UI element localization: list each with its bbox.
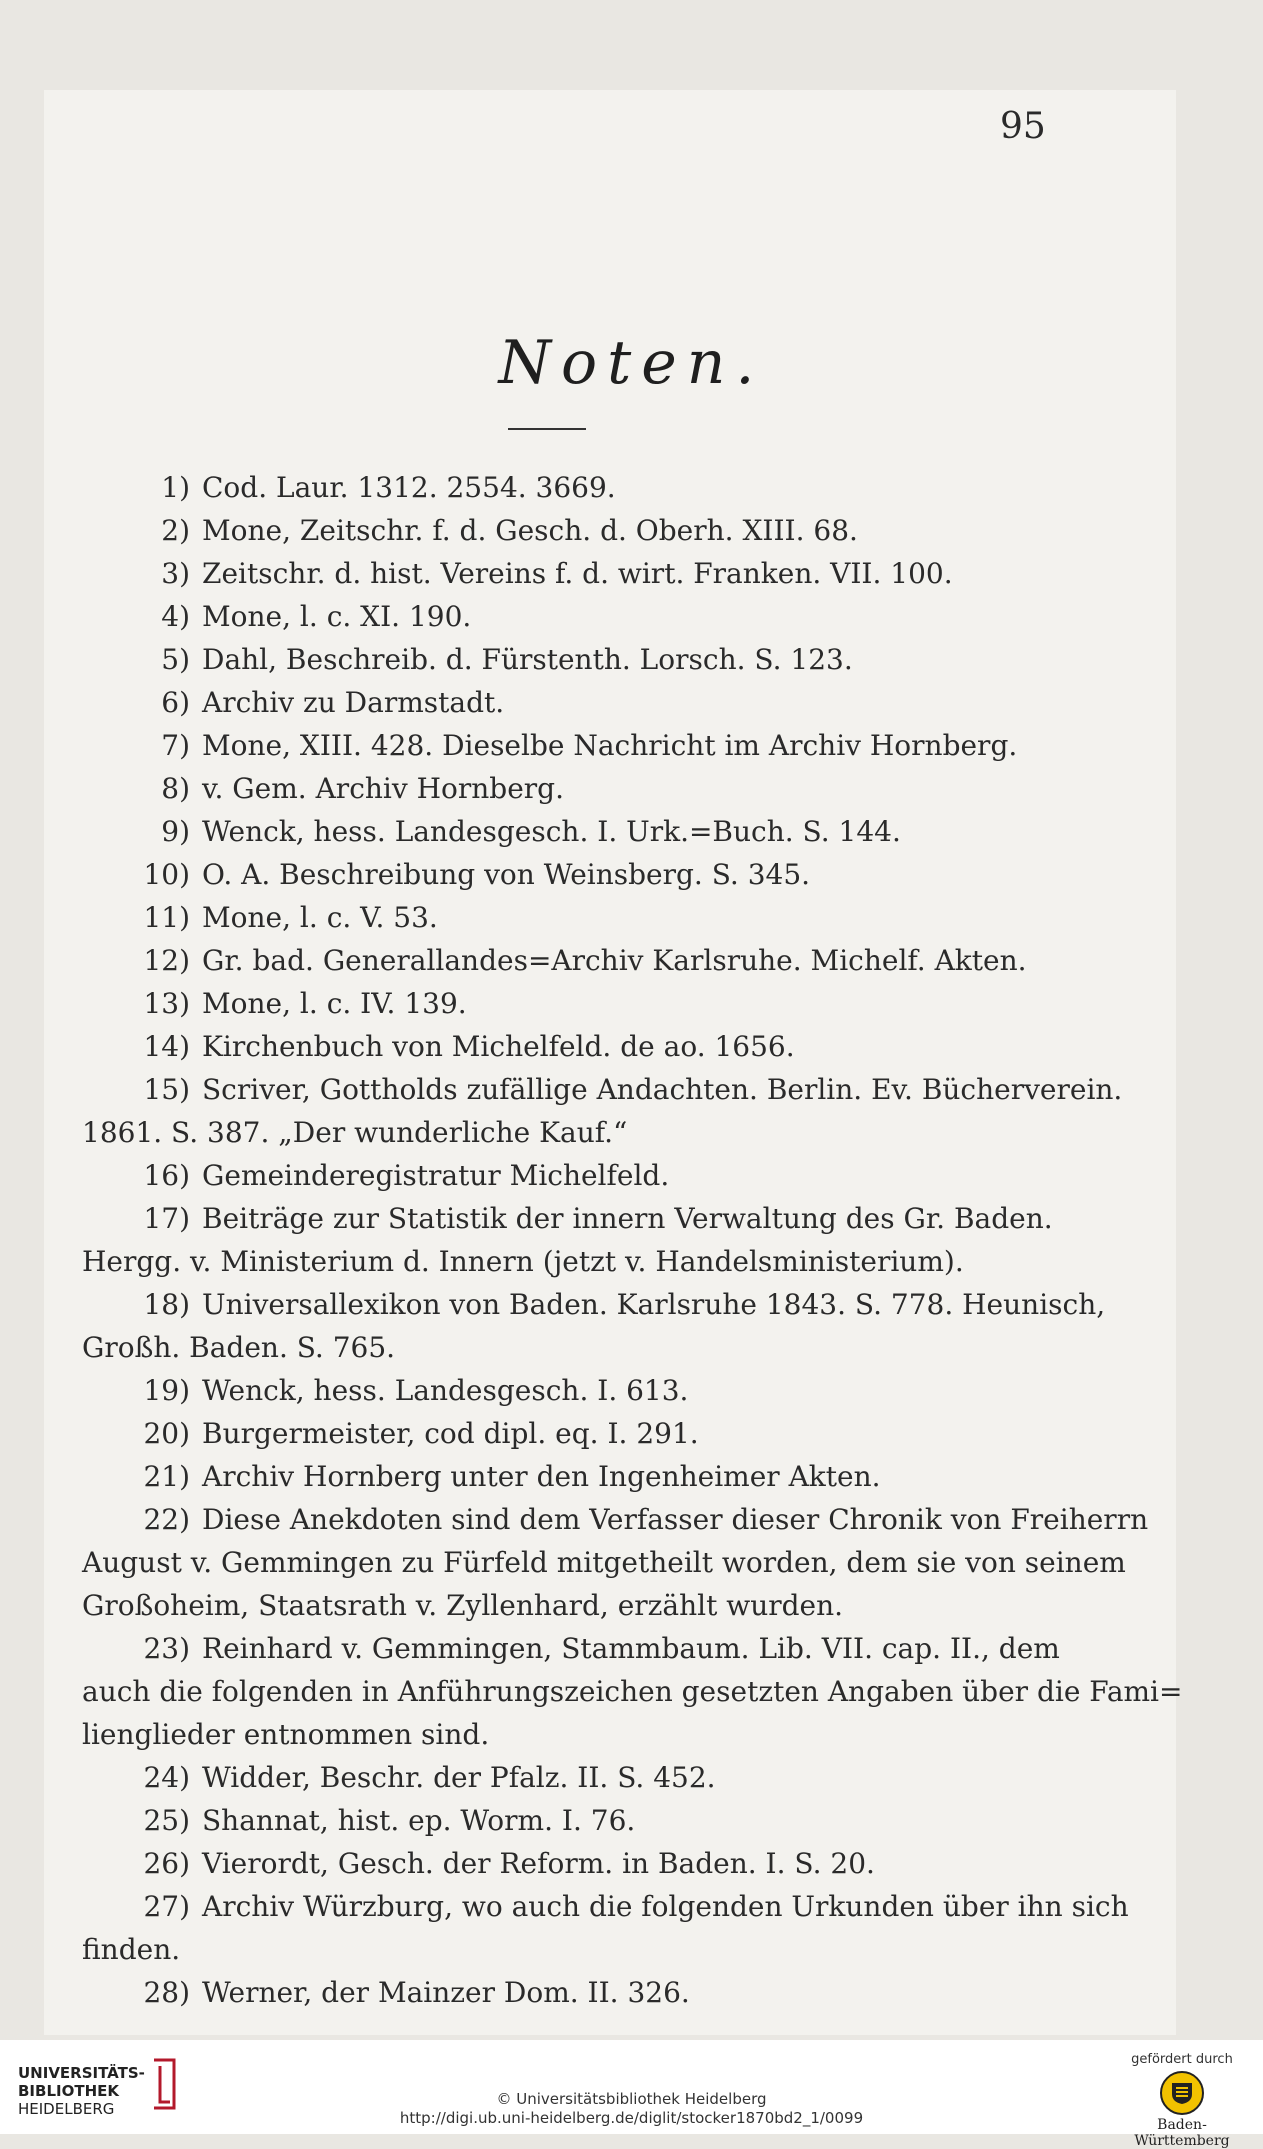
- note-item: [82, 552, 1082, 595]
- library-name-line-2: BIBLIOTHEK: [18, 2082, 119, 2100]
- library-name-line-3: HEIDELBERG: [18, 2100, 115, 2118]
- note-number: 6): [161, 686, 190, 719]
- note-text: Werner, der Mainzer Dom. II. 326.: [202, 1976, 690, 2009]
- note-item: [82, 1068, 1123, 1111]
- note-number: 8): [161, 772, 190, 805]
- note-item: [82, 1885, 1129, 1928]
- note-item: [82, 982, 1082, 1025]
- note-number: 4): [161, 600, 190, 633]
- note-text: Archiv Würzburg, wo auch die folgenden Urkunden über ihn sich: [202, 1890, 1129, 1923]
- notes-list: [82, 466, 1183, 2014]
- note-number: 10): [143, 858, 190, 891]
- note-text: Zeitschr. d. hist. Vereins f. d. wirt. Franken. VII. 100.: [202, 557, 953, 590]
- note-item: [82, 1154, 1082, 1197]
- note-number: 15): [143, 1073, 190, 1106]
- note-item: [82, 1455, 1082, 1498]
- library-name-line-1: UNIVERSITÄTS-: [18, 2064, 145, 2082]
- note-text: Reinhard v. Gemmingen, Stammbaum. Lib. VII. cap. II., dem: [202, 1632, 1060, 1665]
- note-item: [82, 1842, 1082, 1885]
- note-continuation: Hergg. v. Ministerium d. Innern (jetzt v. Handelsministerium).: [82, 1245, 964, 1278]
- title-divider: [508, 428, 586, 430]
- note-item: [82, 767, 1082, 810]
- note-number: 11): [143, 901, 190, 934]
- note-number: 22): [143, 1503, 190, 1536]
- note-number: 13): [143, 987, 190, 1020]
- sponsor-name: Baden-Württemberg: [1134, 2117, 1230, 2149]
- note-number: 17): [143, 1202, 190, 1235]
- note-item: [82, 1799, 1082, 1842]
- note-text: Shannat, hist. ep. Worm. I. 76.: [202, 1804, 636, 1837]
- copyright-text: © Universitätsbibliothek Heidelberg: [496, 2090, 767, 2108]
- note-item: [82, 1756, 1082, 1799]
- note-continuation: Großh. Baden. S. 765.: [82, 1331, 396, 1364]
- note-number: 19): [143, 1374, 190, 1407]
- page-title: Noten.: [498, 328, 765, 398]
- note-text: Beiträge zur Statistik der innern Verwaltung des Gr. Baden.: [202, 1202, 1053, 1235]
- note-text: Wenck, hess. Landesgesch. I. 613.: [202, 1374, 689, 1407]
- note-number: 21): [143, 1460, 190, 1493]
- note-number: 25): [143, 1804, 190, 1837]
- note-text: Burgermeister, cod dipl. eq. I. 291.: [202, 1417, 699, 1450]
- note-item: [82, 1283, 1106, 1326]
- note-continuation: August v. Gemmingen zu Fürfeld mitgetheilt worden, dem sie von seinem: [82, 1546, 1126, 1579]
- note-text: Mone, l. c. XI. 190.: [202, 600, 472, 633]
- note-item: [82, 1627, 1082, 1670]
- note-item: [82, 939, 1082, 982]
- note-text: Mone, l. c. IV. 139.: [202, 987, 467, 1020]
- note-number: 18): [143, 1288, 190, 1321]
- note-text: Diese Anekdoten sind dem Verfasser dieser Chronik von Freiherrn: [202, 1503, 1149, 1536]
- copyright-notice: [0, 2090, 1263, 2128]
- note-number: 5): [161, 643, 190, 676]
- note-text: Dahl, Beschreib. d. Fürstenth. Lorsch. S. 123.: [202, 643, 853, 676]
- note-number: 23): [143, 1632, 190, 1665]
- note-text: v. Gem. Archiv Hornberg.: [202, 772, 564, 805]
- note-text: Gemeinderegistratur Michelfeld.: [202, 1159, 670, 1192]
- note-number: 20): [143, 1417, 190, 1450]
- note-number: 3): [161, 557, 190, 590]
- permalink-url[interactable]: http://digi.ub.uni-heidelberg.de/diglit/stocker1870bd2_1/0099: [399, 2109, 864, 2127]
- note-item: [82, 896, 1082, 939]
- note-item: [82, 466, 1082, 509]
- note-item: [82, 681, 1082, 724]
- coat-of-arms-icon: [1160, 2071, 1204, 2115]
- note-text: Scriver, Gottholds zufällige Andachten. Berlin. Ev. Bücherverein.: [202, 1073, 1123, 1106]
- note-text: Cod. Laur. 1312. 2554. 3669.: [202, 471, 616, 504]
- note-text: Mone, Zeitschr. f. d. Gesch. d. Oberh. XIII. 68.: [202, 514, 858, 547]
- note-text: Universallexikon von Baden. Karlsruhe 1843. S. 778. Heunisch,: [202, 1288, 1106, 1321]
- note-number: 14): [143, 1030, 190, 1063]
- sponsor-label: gefördert durch: [1131, 2052, 1233, 2067]
- note-text: Archiv zu Darmstadt.: [202, 686, 505, 719]
- page-number: 95: [1000, 106, 1046, 147]
- note-item: [82, 638, 1082, 681]
- note-text: O. A. Beschreibung von Weinsberg. S. 345.: [202, 858, 811, 891]
- note-number: 27): [143, 1890, 190, 1923]
- note-text: Widder, Beschr. der Pfalz. II. S. 452.: [202, 1761, 716, 1794]
- note-text: Gr. bad. Generallandes=Archiv Karlsruhe. Michelf. Akten.: [202, 944, 1027, 977]
- note-item: [82, 1498, 1149, 1541]
- note-number: 1): [161, 471, 190, 504]
- note-text: Vierordt, Gesch. der Reform. in Baden. I. S. 20.: [202, 1847, 875, 1880]
- note-text: Mone, XIII. 428. Dieselbe Nachricht im Archiv Hornberg.: [202, 729, 1018, 762]
- note-continuation: 1861. S. 387. „Der wunderliche Kauf.“: [82, 1116, 628, 1149]
- note-continuation: Großoheim, Staatsrath v. Zyllenhard, erzählt wurden.: [82, 1589, 844, 1622]
- note-item: [82, 595, 1082, 638]
- note-number: 16): [143, 1159, 190, 1192]
- footer: [0, 2040, 1263, 2149]
- note-item: [82, 1025, 1082, 1068]
- note-item: [82, 1412, 1082, 1455]
- note-text: Mone, l. c. V. 53.: [202, 901, 438, 934]
- note-item: [82, 724, 1082, 767]
- note-continuation: auch die folgenden in Anführungszeichen gesetzten Angaben über die Fami=: [82, 1675, 1183, 1708]
- note-continuation: finden.: [82, 1933, 181, 1966]
- note-number: 7): [161, 729, 190, 762]
- note-item: [82, 853, 1082, 896]
- note-item: [82, 1971, 1082, 2014]
- note-number: 9): [161, 815, 190, 848]
- note-item: [82, 810, 1082, 853]
- note-item: [82, 1369, 1082, 1412]
- note-number: 28): [143, 1976, 190, 2009]
- note-text: Wenck, hess. Landesgesch. I. Urk.=Buch. S. 144.: [202, 815, 901, 848]
- note-continuation: lienglieder entnommen sind.: [82, 1718, 490, 1751]
- note-item: [82, 1197, 1082, 1240]
- note-item: [82, 509, 1082, 552]
- note-number: 2): [161, 514, 190, 547]
- note-text: Kirchenbuch von Michelfeld. de ao. 1656.: [202, 1030, 795, 1063]
- sponsor-block[interactable]: [1112, 2052, 1252, 2149]
- note-number: 12): [143, 944, 190, 977]
- note-number: 24): [143, 1761, 190, 1794]
- note-text: Archiv Hornberg unter den Ingenheimer Akten.: [202, 1460, 881, 1493]
- note-number: 26): [143, 1847, 190, 1880]
